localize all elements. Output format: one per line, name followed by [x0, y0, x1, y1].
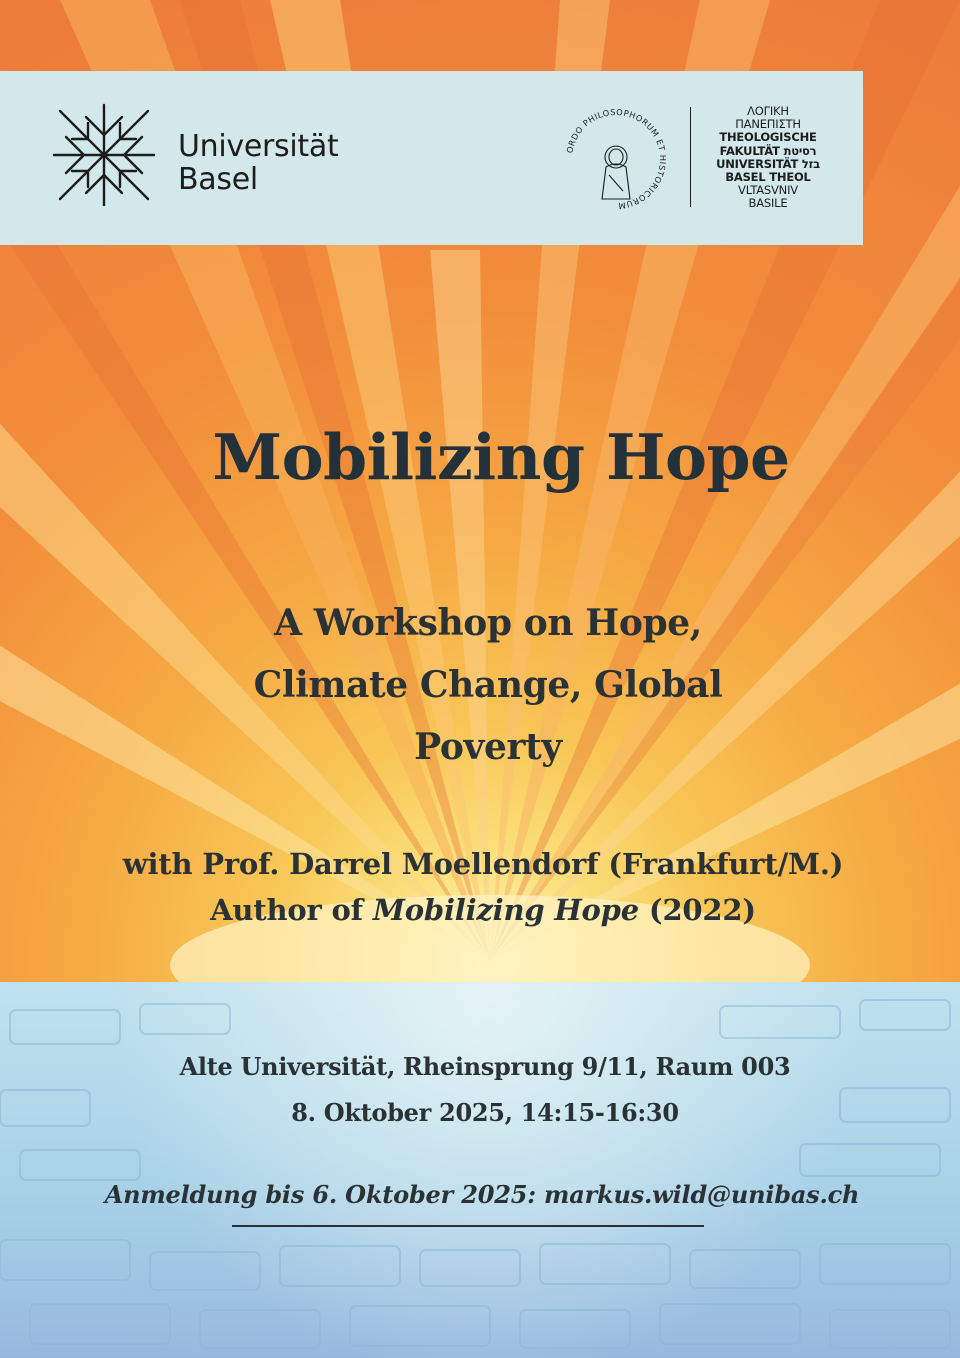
university-name [178, 130, 338, 196]
venue-address: Alte Universität, Rheinsprung 9/11, Raum 003 [179, 1052, 791, 1081]
speaker-book-line [6, 887, 960, 933]
university-name-line2: Basel [178, 162, 258, 197]
poster-subtitle [0, 592, 960, 778]
theology-logo-line: BASILE [748, 196, 788, 211]
registration-info: Anmeldung bis 6. Oktober 2025: markus.wild@unibas.ch [104, 1180, 860, 1209]
book-year: (2022) [648, 893, 756, 927]
theology-faculty-logo [706, 105, 830, 211]
event-details [0, 1044, 960, 1136]
seal-text: ORDO PHILOSOPHORUM ET HISTORICORUM [564, 106, 669, 212]
theology-logo-line: BASEL THEOL [725, 170, 811, 185]
theology-logo-line: ΠΑΝΕΠΙΣΤΗ [735, 117, 801, 132]
registration-underline [232, 1225, 704, 1227]
book-prefix: Author of [210, 893, 363, 927]
subtitle-line: Poverty [414, 726, 562, 768]
event-date-time: 8. Oktober 2025, 14:15-16:30 [291, 1098, 679, 1127]
faculty-seal-icon [560, 103, 672, 215]
university-basel-logo-icon [52, 103, 156, 207]
subtitle-line: A Workshop on Hope, [274, 602, 702, 644]
theology-logo-line: ΛΟΓΙΚΗ [747, 104, 789, 118]
speaker-info [0, 841, 960, 933]
theology-logo-line: THEOLOGISCHE [719, 130, 817, 145]
header-banner [0, 71, 863, 245]
theology-logo-line: FAKULTÄT רסיטת [719, 143, 817, 158]
subtitle-line: Climate Change, Global [253, 664, 723, 706]
university-name-line1: Universität [178, 129, 339, 164]
header-divider [690, 107, 691, 207]
svg-text:ORDO PHILOSOPHORUM ET HISTORIC [564, 107, 668, 211]
book-title: Mobilizing Hope [372, 893, 640, 927]
theology-logo-line: UNIVERSITÄT בזל [716, 156, 820, 171]
poster-title: Mobilizing Hope [212, 420, 790, 494]
speaker-name: with Prof. Darrel Moellendorf (Frankfurt/M.) [122, 847, 844, 881]
theology-logo-line: VLTASVNIV [738, 183, 798, 198]
